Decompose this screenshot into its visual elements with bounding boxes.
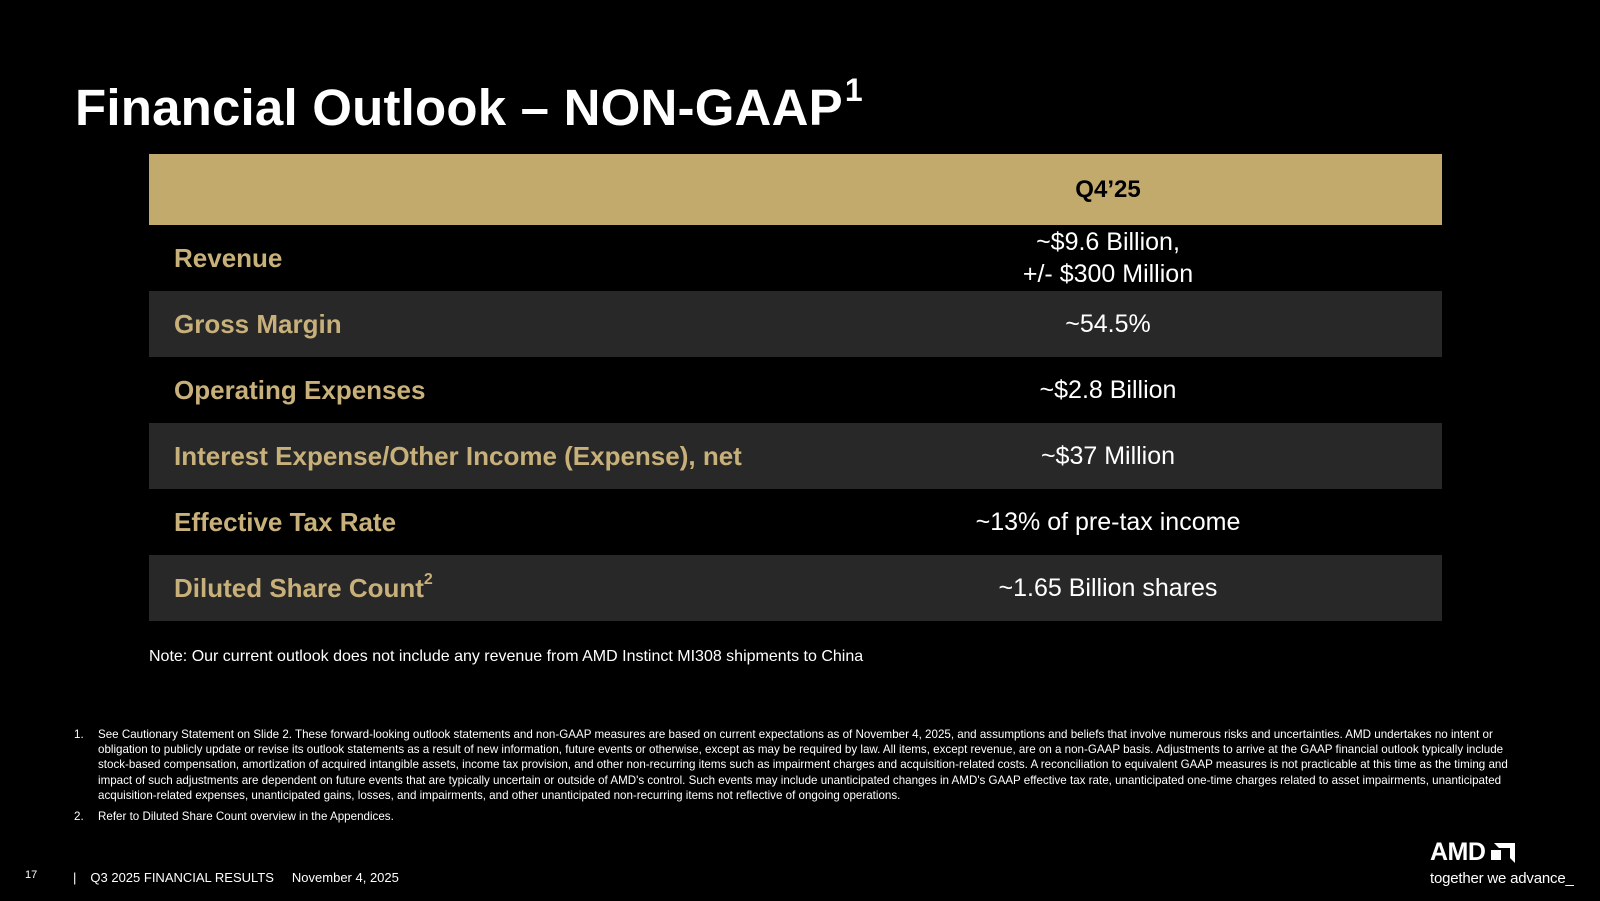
title-footnote-marker: 1	[844, 72, 863, 108]
report-name: Q3 2025 FINANCIAL RESULTS	[90, 870, 274, 885]
row-label: Gross Margin	[174, 308, 342, 339]
footer-separator: |	[73, 870, 77, 885]
logo-tagline: together we advance_	[1430, 870, 1574, 887]
row-value: ~$2.8 Billion	[1039, 376, 1177, 404]
logo-wordmark: AMD	[1430, 838, 1590, 867]
row-value: ~13% of pre-tax income	[975, 508, 1241, 536]
table-row-operating-expenses	[149, 357, 1442, 423]
row-label: Interest Expense/Other Income (Expense), net	[174, 440, 742, 471]
footnote-item: 1. See Cautionary Statement on Slide 2. These forward-looking outlook statements and non-GAAP measures are based on current expectations as of November 4, 2025, and assumptions and beliefs that involve numerous risks and uncertainties. AMD undertakes no intent or obligation to publicly update or revise its outlook statements as a result of new information, future events or otherwise, except as may be required by law. All items, except revenue, are on a non-GAAP basis. Adjustments to arrive at the GAAP financial outlook typically include stock-based compensation, amortization of acquired intangible assets, income tax provision, and other non-recurring items such as impairment charges and acquisition-related costs. A reconciliation to equivalent GAAP measures is not practicable at this time as the timing and impact of such adjustments are dependent on future events that are typically uncertain or outside of AMD's control. Such events may include unanticipated changes in AMD's GAAP effective tax rate, unanticipated one-time charges related to asset impairments, unanticipated acquisition-related expenses, unanticipated gains, losses, and impairments, and other unanticipated non-recurring items not reflective of ongoing operations.	[74, 728, 1508, 802]
row-value: ~1.65 Billion shares	[998, 574, 1218, 602]
table-row-interest-expense	[149, 423, 1442, 489]
slide-footer	[25, 870, 399, 885]
row-footnote-marker: 2	[423, 570, 433, 588]
amd-logo	[1430, 838, 1590, 887]
table-row-diluted-share-count	[149, 555, 1442, 621]
amd-arrow-icon	[1489, 843, 1515, 863]
table-row-effective-tax-rate	[149, 489, 1442, 555]
row-label: Revenue	[174, 242, 283, 273]
row-label: Diluted Share Count$^2$	[174, 570, 433, 603]
outlook-note: Note: Our current outlook does not include any revenue from AMD Instinct MI308 shipments to China	[149, 648, 864, 665]
page-number: 17	[25, 869, 38, 881]
page-title	[75, 72, 863, 137]
table-header	[149, 154, 1442, 225]
footnotes	[74, 727, 1530, 830]
row-value: ~$9.6 Billion, +/- $300 Million	[1022, 228, 1194, 288]
table-row-revenue	[149, 225, 1442, 291]
outlook-table	[149, 154, 1442, 621]
footnote-item: 2. Refer to Diluted Share Count overview in the Appendices.	[74, 810, 394, 824]
row-value: ~$37 Million	[1040, 442, 1176, 470]
table-row-gross-margin	[149, 291, 1442, 357]
row-label: Effective Tax Rate	[174, 506, 397, 537]
report-date: November 4, 2025	[291, 870, 399, 885]
row-value: ~54.5%	[1065, 310, 1151, 338]
row-label: Operating Expenses	[174, 374, 426, 405]
title-text: Financial Outlook – NON-GAAP	[75, 79, 843, 136]
header-period: Q4’25	[1075, 175, 1141, 203]
